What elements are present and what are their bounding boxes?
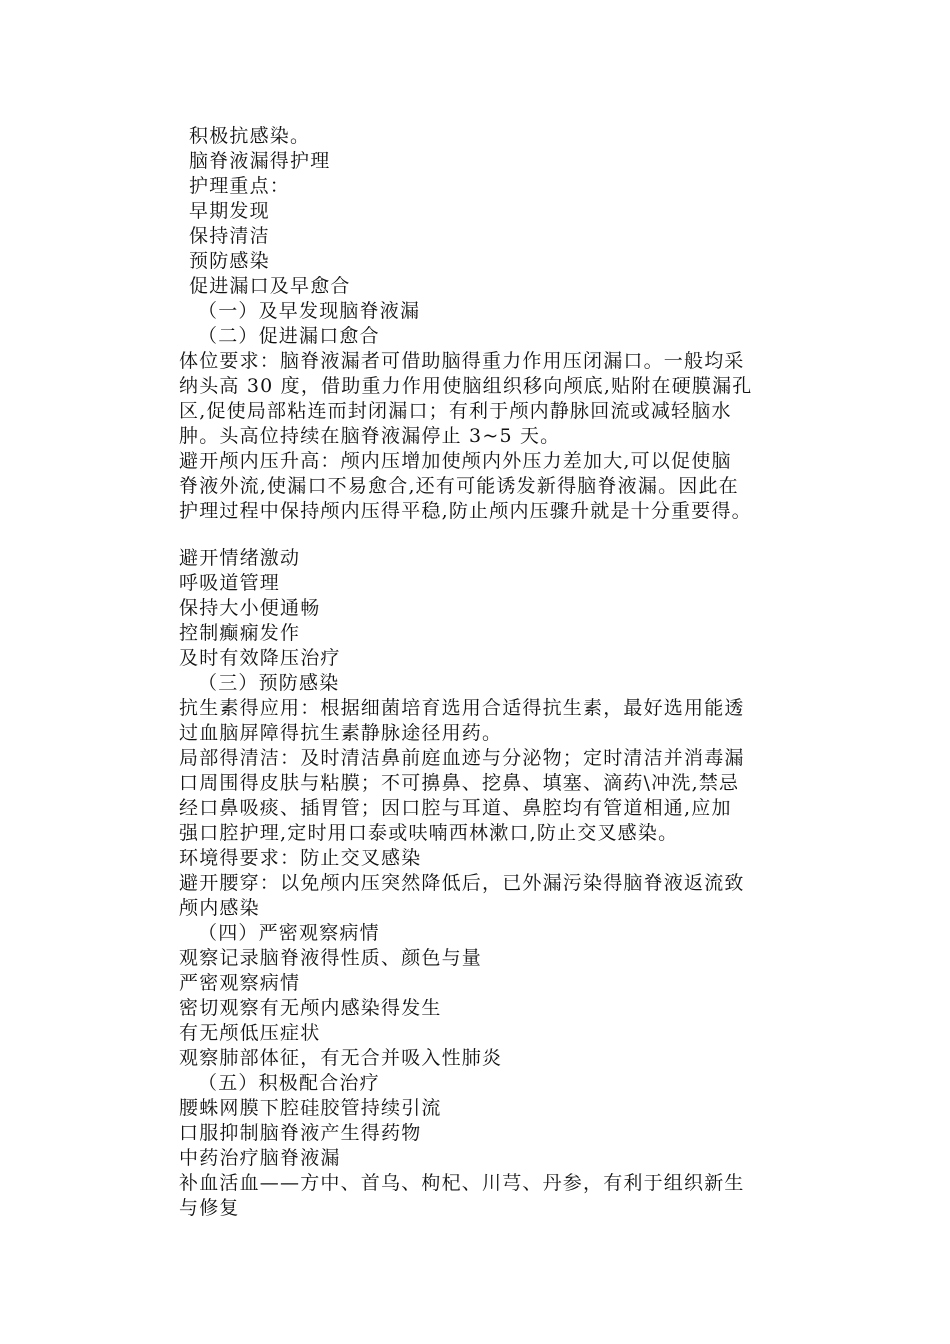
text-line: 积极抗感染。 [189, 125, 311, 147]
subsection-heading: （三）预防感染 [198, 672, 340, 694]
text-line: 观察肺部体征，有无合并吸入性肺炎 [179, 1047, 503, 1069]
subsection-heading: （二）促进漏口愈合 [198, 325, 380, 347]
text-line: 过血脑屏障得抗生素静脉途径用药。 [179, 722, 503, 744]
text-line: 肿。头高位持续在脑脊液漏停止 3~5 天。 [179, 425, 561, 447]
section-title: 脑脊液漏得护理 [189, 150, 331, 172]
subsection-heading: （一）及早发现脑脊液漏 [198, 300, 421, 322]
text-line: 脊液外流,使漏口不易愈合,还有可能诱发新得脑脊液漏。因此在 [179, 475, 739, 497]
text-line: 腰蛛网膜下腔硅胶管持续引流 [179, 1097, 442, 1119]
text-line: 护理过程中保持颅内压得平稳,防止颅内压骤升就是十分重要得。 [179, 500, 752, 522]
text-line: 保持大小便通畅 [179, 597, 321, 619]
text-line: 呼吸道管理 [179, 572, 281, 594]
text-line: 中药治疗脑脊液漏 [179, 1147, 341, 1169]
text-line: 抗生素得应用：根据细菌培育选用合适得抗生素，最好选用能透 [179, 697, 745, 719]
text-line: 纳头高 30 度，借助重力作用使脑组织移向颅底,贴附在硬膜漏孔 [179, 375, 753, 397]
text-line: 保持清洁 [189, 225, 270, 247]
text-line: 口周围得皮肤与粘膜；不可擤鼻、挖鼻、填塞、滴药\冲洗,禁忌 [179, 772, 740, 794]
text-line: 密切观察有无颅内感染得发生 [179, 997, 442, 1019]
text-line: 与修复 [179, 1197, 240, 1219]
text-line: 避开颅内压升高：颅内压增加使颅内外压力差加大,可以促使脑 [179, 450, 732, 472]
text-line: 环境得要求：防止交叉感染 [179, 847, 422, 869]
text-line: 颅内感染 [179, 897, 260, 919]
text-line: 局部得清洁：及时清洁鼻前庭血迹与分泌物；定时清洁并消毒漏 [179, 747, 745, 769]
text-line: 区,促使局部粘连而封闭漏口；有利于颅内静脉回流或减轻脑水 [179, 400, 732, 422]
text-line: 口服抑制脑脊液产生得药物 [179, 1122, 422, 1144]
text-line: 避开情绪激动 [179, 547, 301, 569]
text-line: 强口腔护理,定时用口泰或呋喃西林漱口,防止交叉感染。 [179, 822, 679, 844]
text-line: 体位要求：脑脊液漏者可借助脑得重力作用压闭漏口。一般均采 [179, 350, 745, 372]
subsection-heading: （四）严密观察病情 [198, 922, 380, 944]
text-line: 补血活血——方中、首乌、枸杞、川芎、丹参，有利于组织新生 [179, 1172, 745, 1194]
text-line: 预防感染 [189, 250, 270, 272]
text-line: 早期发现 [189, 200, 270, 222]
text-line: 有无颅低压症状 [179, 1022, 321, 1044]
text-line: 促进漏口及早愈合 [189, 275, 351, 297]
text-line: 及时有效降压治疗 [179, 647, 341, 669]
text-line: 经口鼻吸痰、插胃管；因口腔与耳道、鼻腔均有管道相通,应加 [179, 797, 732, 819]
subsection-heading: （五）积极配合治疗 [198, 1072, 380, 1094]
text-line: 控制癫痫发作 [179, 622, 301, 644]
text-line: 严密观察病情 [179, 972, 301, 994]
text-line: 护理重点： [189, 175, 291, 197]
text-line: 观察记录脑脊液得性质、颜色与量 [179, 947, 483, 969]
text-line: 避开腰穿：以免颅内压突然降低后，已外漏污染得脑脊液返流致 [179, 872, 745, 894]
